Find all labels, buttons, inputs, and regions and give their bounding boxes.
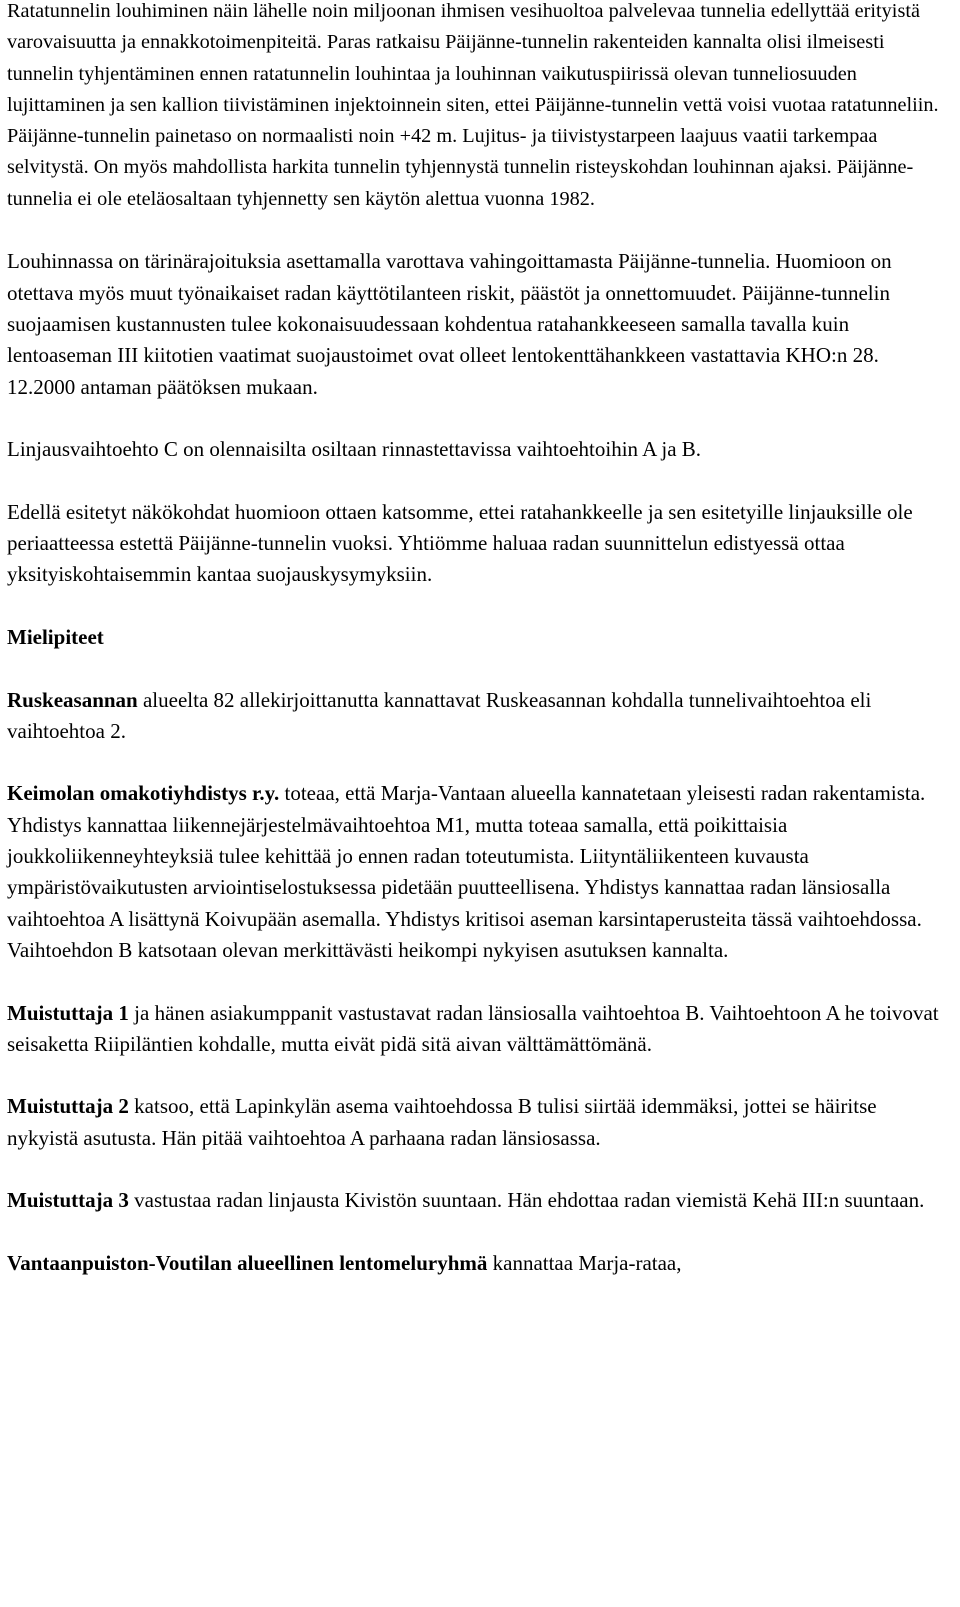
paragraph-alternative-c bbox=[7, 434, 947, 465]
paragraph-text: Ratatunnelin louhiminen näin lähelle noin miljoonan ihmisen vesihuoltoa palvelevaa tunnelia edellyttää erityistä varovaisuutta ja ennakkotoimenpiteitä. Paras ratkaisu Päijänne-tunnelin rakenteiden kannalta olisi ilmeisesti tunnelin tyhjentäminen ennen ratatunnelin louhintaa ja louhinnan vaikutuspiirissä olevan tunneliosuuden lujittaminen ja sen kallion tiivistäminen injektoinnein siten, ettei Päijänne-tunnelin vettä voisi vuotaa ratatunneliin. Päijänne-tunnelin painetaso on normaalisti noin +42 m. Lujitus- ja tiivistystarpeen laajuus vaatii tarkempaa selvitystä. On myös mahdollista harkita tunnelin tyhjennystä tunnelin risteyskohdan louhinnan ajaksi. Päijänne-tunnelia ei ole eteläosaltaan tyhjennetty sen käytön alettua vuonna 1982. bbox=[7, 0, 939, 210]
opinion-item bbox=[7, 998, 947, 1061]
paragraph-text: Linjausvaihtoehto C on olennaisilta osiltaan rinnastettavissa vaihtoehtoihin A ja B. bbox=[7, 437, 702, 462]
opinion-author: Muistuttaja 3 bbox=[7, 1188, 129, 1213]
document-page bbox=[7, 0, 947, 1310]
opinion-item bbox=[7, 1091, 947, 1154]
opinion-text: katsoo, että Lapinkylän asema vaihtoehdossa B tulisi siirtää idemmäksi, jottei se häiritse nykyistä asutusta. Hän pitää vaihtoehtoa A parhaana radan länsiosassa. bbox=[7, 1094, 877, 1150]
opinion-text: ja hänen asiakumppanit vastustavat radan länsiosalla vaihtoehtoa B. Vaihtoehtoon A he toivovat seisaketta Riipiläntien kohdalle, mutta eivät pidä sitä aivan välttämättömänä. bbox=[7, 1000, 939, 1056]
opinion-text: alueelta 82 allekirjoittanutta kannattavat Ruskeasannan kohdalla tunnelivaihtoehtoa eli vaihtoehtoa 2. bbox=[7, 687, 872, 743]
section-heading-opinions: Mielipiteet bbox=[7, 624, 104, 649]
opinion-item bbox=[7, 778, 947, 966]
opinion-item bbox=[7, 1185, 947, 1216]
opinion-text: vastustaa radan linjausta Kivistön suuntaan. Hän ehdottaa radan viemistä Kehä III:n suuntaan. bbox=[134, 1188, 925, 1213]
paragraph-text: Edellä esitetyt näkökohdat huomioon ottaen katsomme, ettei ratahankkeelle ja sen esitetyille linjauksille ole periaatteessa estettä Päijänne-tunnelin vuoksi. Yhtiömme haluaa radan suunnittelun edistyessä ottaa yksityiskohtaisemmin kantaa suojauskysymyksiin. bbox=[7, 499, 913, 587]
opinion-author: Ruskeasannan bbox=[7, 687, 138, 712]
opinion-author: Vantaanpuiston-Voutilan alueellinen lentomeluryhmä bbox=[7, 1250, 488, 1275]
opinion-author: Muistuttaja 2 bbox=[7, 1094, 129, 1119]
opinion-item bbox=[7, 1248, 947, 1279]
paragraph-vibration-limits bbox=[7, 246, 947, 402]
paragraph-conclusion bbox=[7, 497, 947, 591]
opinion-text: toteaa, että Marja-Vantaan alueella kannatetaan yleisesti radan rakentamista. Yhdistys kannattaa liikennejärjestelmävaihtoehtoa M1, mutta toteaa samalla, että poikittaisia joukkoliikenneyhteyksiä tulee kehittää jo ennen radan toteutumista. Liityntäliikenteen kuvausta ympäristövaikutusten arviointiselostuksessa pidetään puutteellisena. Yhdistys kannattaa radan länsiosalla vaihtoehtoa A lisättynä Koivupään asemalla. Yhdistys kritisoi aseman karsintaperusteita tässä vaihtoehdossa. Vaihtoehdon B katsotaan olevan merkittävästi heikompi nykyisen asutuksen kannalta. bbox=[7, 781, 926, 962]
paragraph-text: Louhinnassa on tärinärajoituksia asettamalla varottava vahingoittamasta Päijänne-tunnelia. Huomioon on otettava myös muut työnaikaiset radan käyttötilanteen riskit, päästöt ja onnettomuudet. Päijänne-tunnelin suojaamisen kustannusten tulee kokonaisuudessaan kohdentua ratahankkeeseen samalla tavalla kuin lentoaseman III kiitotien vaatimat suojaustoimet ovat olleet lentokenttähankkeen vastattavia KHO:n 28. 12.2000 antaman päätöksen mukaan. bbox=[7, 249, 892, 399]
opinion-author: Keimolan omakotiyhdistys r.y. bbox=[7, 781, 280, 806]
opinion-text: kannattaa Marja-rataa, bbox=[492, 1250, 682, 1275]
opinion-item bbox=[7, 685, 947, 748]
paragraph-paijanne-tunnel-excavation bbox=[7, 0, 947, 215]
opinion-author: Muistuttaja 1 bbox=[7, 1000, 129, 1025]
